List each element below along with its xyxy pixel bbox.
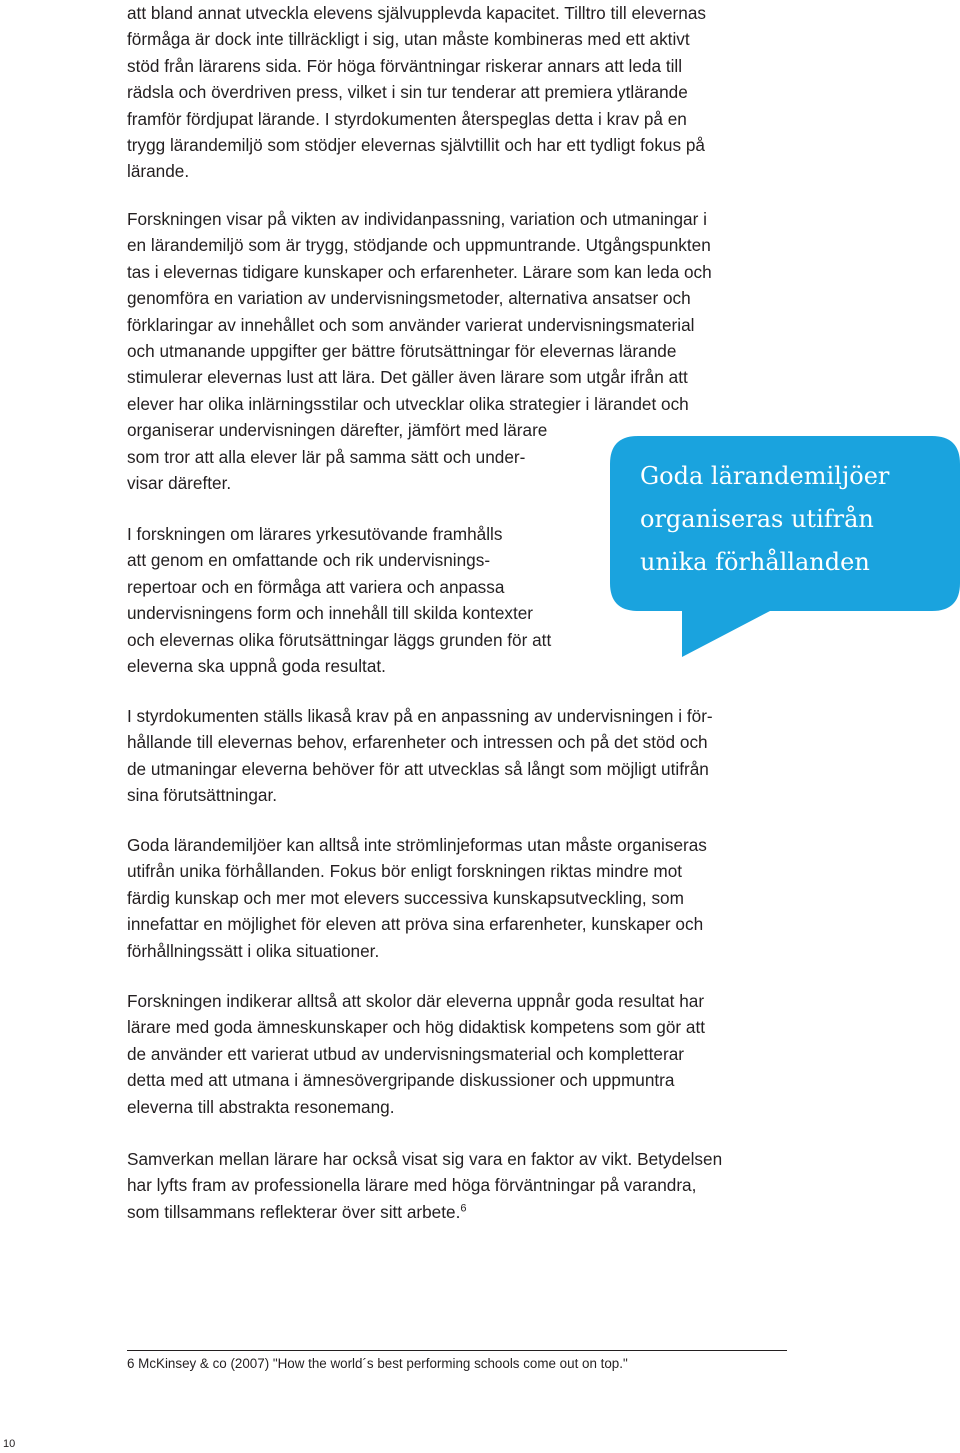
body-paragraph: I styrdokumenten ställs likaså krav på en anpassning av undervisningen i för- hållande till elevernas behov, erfarenheter och intressen och på det stöd och de utmaningar eleverna behöver för att utvecklas så långt som möjligt utifrån sina förutsättningar. bbox=[127, 706, 713, 806]
pull-quote: Goda lärandemiljöer organiseras utifrån unika förhållanden bbox=[640, 462, 890, 576]
page-number: 10 bbox=[3, 1438, 16, 1450]
body-paragraph: Goda lärandemiljöer kan alltså inte strömlinjeformas utan måste organiseras utifrån unika förhållanden. Fokus bör enligt forskningen riktas mindre mot färdig kunskap och mer mot elevers successiva kunskapsutveckling, som innefattar en möjlighet för eleven att pröva sina erfarenheter, kunskaper och förhållningssätt i olika situationer. bbox=[127, 835, 707, 961]
paragraph-line: som tillsammans reflekterar över sitt arbete. bbox=[127, 1201, 461, 1222]
body-paragraph: I forskningen om lärares yrkesutövande framhålls att genom en omfattande och rik undervisnings- repertoar och en förmåga att variera och anpassa undervisningens form och innehåll till skilda kontexter och elevernas olika förutsättningar läggs grunden för att eleverna ska uppnå goda resultat. bbox=[127, 524, 552, 677]
footnote-divider bbox=[127, 1350, 787, 1351]
body-paragraph: Forskningen visar på vikten av individanpassning, variation och utmaningar i en lärandemiljö som är trygg, stödjande och uppmuntrande. Utgångspunkten tas i elevernas tidigare kunskaper och erfarenheter. Lärare som kan leda och genomföra en variation av undervisningsmetoder, alternativa ansatser och förklaringar av innehållet och som använder varierat undervisningsmaterial och utmanande uppgifter ger bättre förutsättningar för elevernas lärande stimulerar elevernas lust att lära. Det gäller även lärare som utgår ifrån att elever har olika inlärningsstilar och utvecklar olika strategier i lärandet och organiserar undervisningen därefter, jämfört med lärare som tror att alla elever lär på samma sätt och under- visar därefter. bbox=[127, 209, 712, 494]
body-paragraph: Forskningen indikerar alltså att skolor där eleverna uppnår goda resultat har lärare med goda ämneskunskaper och hög didaktisk kompetens som gör att de använder ett varierat utbud av undervisningsmaterial och kompletterar detta med att utmana i ämnesövergripande diskussioner och uppmuntra eleverna till abstrakta resonemang. bbox=[127, 991, 706, 1117]
speech-bubble-callout bbox=[0, 0, 960, 700]
footnote: 6 McKinsey & co (2007) "How the world´s best performing schools come out on top." bbox=[127, 1356, 628, 1371]
footnote-reference: 6 bbox=[460, 1202, 467, 1215]
body-paragraph: att bland annat utveckla elevens självupplevda kapacitet. Tilltro till elevernas förmåga är dock inte tillräckligt i sig, utan måste kombineras med ett aktivt stöd från lärarens sida. För höga förväntningar riskerar annars att leda till rädsla och överdriven press, vilket i sin tur tenderar att premiera ytlärande framför fördjupat lärande. I styrdokumenten återspeglas detta i krav på en trygg lärandemiljö som stödjer elevernas självtillit och har ett tydligt fokus på lärande. bbox=[127, 3, 706, 182]
body-paragraph: Samverkan mellan lärare har också visat sig vara en faktor av vikt. Betydelsen har lyfts fram av professionella lärare med höga förväntningar på varandra, som tillsammans reflekterar över sitt arbete.$^6$ bbox=[127, 1149, 723, 1222]
